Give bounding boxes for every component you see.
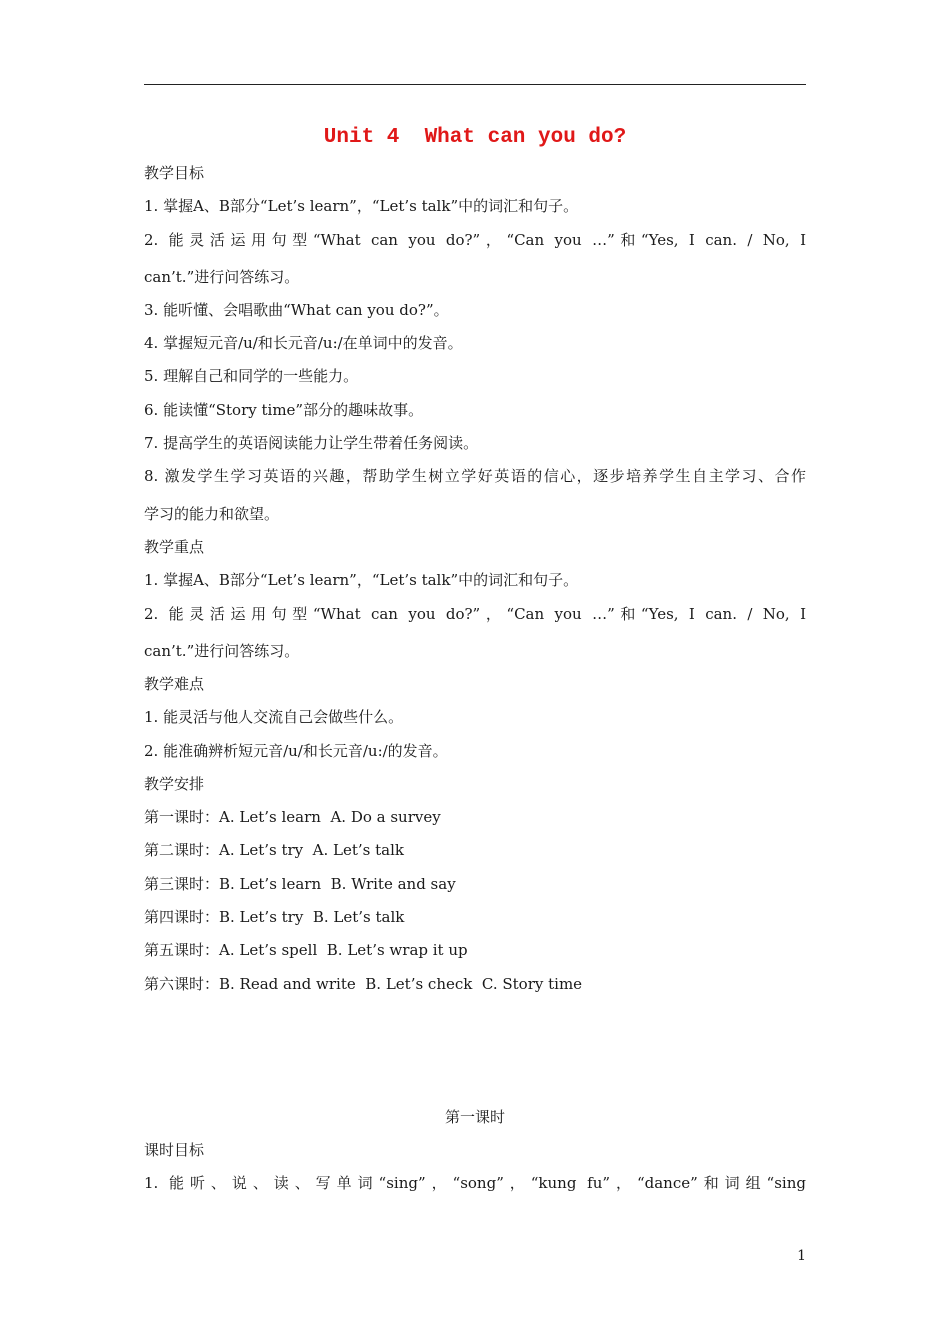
objective-item: 4. 掌握短元音/u/和长元音/u:/在单词中的发音。 — [144, 334, 463, 352]
objective-item: can’t.”进行问答练习。 — [144, 268, 300, 286]
schedule-item: 第一课时：A. Let’s learn A. Do a survey — [144, 808, 441, 826]
key-point-item: can’t.”进行问答练习。 — [144, 642, 300, 660]
schedule-item: 第二课时：A. Let’s try A. Let’s talk — [144, 841, 405, 859]
objective-item: 1. 掌握A、B部分“Let’s learn”，“Let’s talk”中的词汇和句子。 — [144, 197, 579, 215]
difficulties-heading: 教学难点 — [144, 675, 205, 693]
lesson-objective-item: 1. 能听、说、读、写单词“sing”，“song”，“kung fu”，“dance”和词组“sing — [144, 1174, 806, 1192]
schedule-item: 第五课时：A. Let’s spell B. Let’s wrap it up — [144, 941, 468, 959]
schedule-item: 第三课时：B. Let’s learn B. Write and say — [144, 875, 456, 893]
difficulty-item: 1. 能灵活与他人交流自己会做些什么。 — [144, 708, 404, 726]
key-point-item: 1. 掌握A、B部分“Let’s learn”，“Let’s talk”中的词汇和句子。 — [144, 571, 579, 589]
page-title: Unit 4 What can you do? — [323, 126, 627, 149]
objective-item: 学习的能力和欲望。 — [144, 505, 280, 523]
key-point-item: 2. 能灵活运用句型“What can you do?”，“Can you …”和“Yes, I can. / No, I — [144, 605, 806, 623]
objectives-heading: 教学目标 — [144, 164, 205, 182]
schedule-heading: 教学安排 — [144, 775, 205, 793]
header-rule — [144, 84, 806, 85]
objective-item: 2. 能灵活运用句型“What can you do?”，“Can you …”和“Yes, I can. / No, I — [144, 231, 806, 249]
objective-item: 6. 能读懂“Story time”部分的趣味故事。 — [144, 401, 424, 419]
objective-item: 7. 提高学生的英语阅读能力让学生带着任务阅读。 — [144, 434, 479, 452]
key-points-heading: 教学重点 — [144, 538, 205, 556]
schedule-item: 第四课时：B. Let’s try B. Let’s talk — [144, 908, 405, 926]
objective-item: 3. 能听懂、会唱歌曲“What can you do?”。 — [144, 301, 449, 319]
lesson-heading: 第一课时 — [444, 1108, 505, 1126]
page-number: 1 — [797, 1248, 806, 1264]
lesson-objectives-heading: 课时目标 — [144, 1141, 205, 1159]
schedule-item: 第六课时：B. Read and write B. Let’s check C. Story time — [144, 975, 583, 993]
objective-item: 5. 理解自己和同学的一些能力。 — [144, 367, 359, 385]
difficulty-item: 2. 能准确辨析短元音/u/和长元音/u:/的发音。 — [144, 742, 448, 760]
objective-item: 8. 激发学生学习英语的兴趣，帮助学生树立学好英语的信心，逐步培养学生自主学习、合作 — [144, 467, 806, 485]
